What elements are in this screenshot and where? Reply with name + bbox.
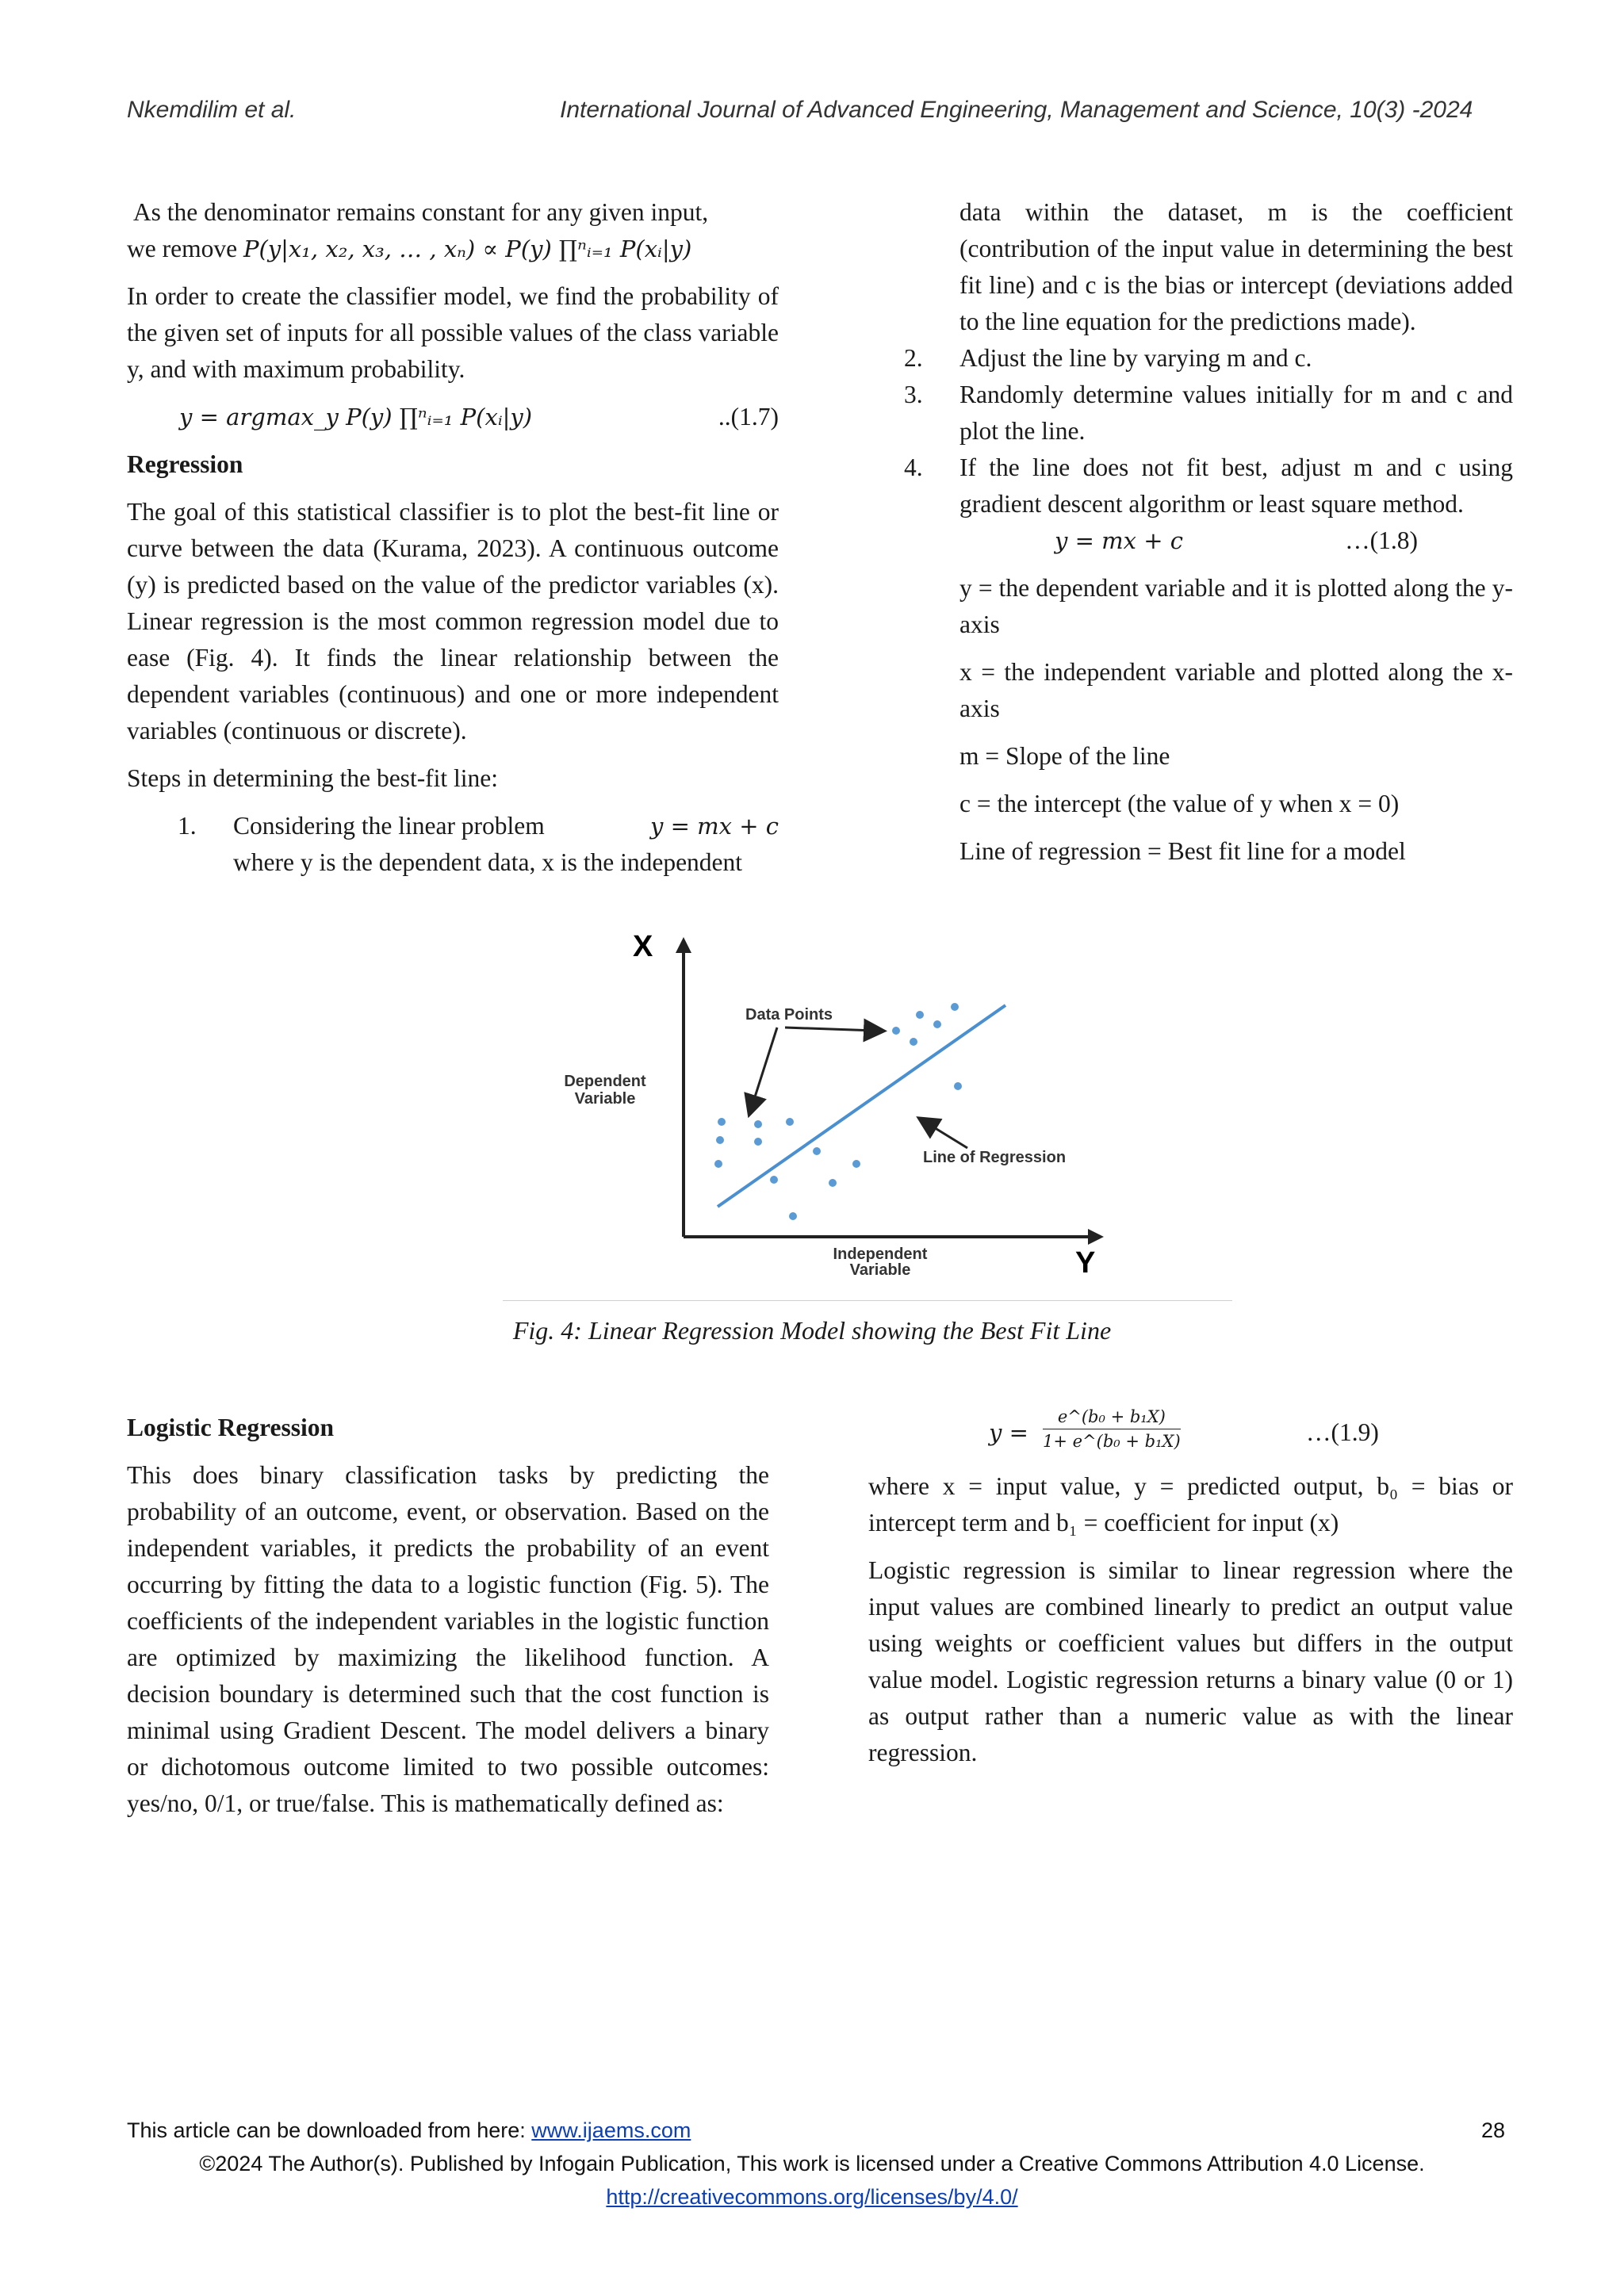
paragraph-denominator: As the denominator remains constant for any given input, [132, 198, 709, 226]
figure-separator [503, 1300, 1232, 1301]
data-point [933, 1020, 941, 1028]
step-4: 4. If the line does not fit best, adjust m and c using gradient descent algorithm or least square method. [904, 453, 1513, 518]
data-point [789, 1212, 797, 1220]
step-2: 2. Adjust the line by varying m and c. [904, 344, 1312, 372]
paragraph-logistic-vs-linear: Logistic regression is similar to linear regression where the input values are combined linearly to predict an output value using weights or coefficient values but differs in the output value model. Logistic regression returns a binary value (0 or 1) as output rather than a numeric value as with the linear regression. [868, 1556, 1513, 1766]
left-column-top [127, 194, 779, 881]
data-point [754, 1138, 762, 1146]
footer-license-link[interactable]: http://creativecommons.org/licenses/by/4.0/ [606, 2185, 1018, 2209]
data-points-arrow-1 [752, 1027, 777, 1107]
x-axis-arrow [1088, 1229, 1104, 1245]
data-point [910, 1038, 917, 1046]
line-of-regression-arrow [926, 1123, 967, 1148]
running-author: Nkemdilim et al. [127, 97, 297, 123]
left-column-bottom [127, 1410, 769, 1833]
paragraph-regression: The goal of this statistical classifier is to plot the best-fit line or curve between the data (Kurama, 2023). A continuous outcome (y) is predicted based on the value of the predictor variables (x). Linear regression is the most common regression model due to ease (Fig. 4). It finds the linear relationship between the dependent variables (continuous) and one or more independent variables (continuous or discrete). [127, 498, 779, 744]
footer-license: ©2024 The Author(s). Published by Infogain Publication, This work is licensed under a Creative Commons Attribution 4.0 License. [199, 2152, 1425, 2175]
data-point [892, 1027, 900, 1035]
definition-y: y = the dependent variable and it is plotted along the y-axis [959, 574, 1513, 638]
data-point [754, 1120, 762, 1128]
dependent-variable-label: Dependent Variable [564, 1073, 646, 1108]
data-points [714, 1003, 962, 1220]
y-axis-arrow [676, 937, 691, 953]
data-point [716, 1136, 724, 1144]
equation-1-8 [959, 522, 1513, 559]
footer-download-link[interactable]: www.ijaems.com [531, 2118, 691, 2142]
paragraph-logistic-regression: This does binary classification tasks by predicting the probability of an outcome, event, or observation. Based on the independent variables, it predicts the probability of an event occurring by fitting the data to a logistic function (Fig. 5). The coefficients of the independent variables in the logistic function are optimized by maximizing the likelihood function. A decision boundary is determined such that the cost function is minimal using Gradient Descent. The model delivers a binary or dichotomous outcome limited to two possible outcomes: yes/no, 0/1, or true/false. This is mathematically defined as: [127, 1461, 769, 1817]
data-point [829, 1179, 837, 1187]
step-3: 3. Randomly determine values initially for m and c and plot the line. [904, 381, 1513, 445]
equation-1-9-lhs: y = [989, 1419, 1028, 1446]
steps-intro: Steps in determining the best-fit line: [127, 764, 499, 792]
paragraph-classifier: In order to create the classifier model, we find the probability of the given set of inputs for all possible values of the class variable y, and with maximum probability. [127, 282, 779, 383]
definitions [959, 570, 1513, 870]
data-point [852, 1160, 860, 1168]
page-number: 28 [1480, 2118, 1505, 2142]
data-point [714, 1160, 722, 1168]
data-point [951, 1003, 959, 1011]
equation-1-7-number: ..(1.7) [718, 403, 779, 430]
equation-1-7-formula: y = argmax_y P(y) ∏ⁿᵢ₌₁ P(xᵢ|y) [179, 404, 533, 430]
equation-1-8-formula: y = mx + c [1055, 527, 1183, 554]
step-1-number: 1. [178, 812, 197, 840]
proportional-formula: P(y|x₁, x₂, x₃, … , xₙ) ∝ P(y) ∏ⁿᵢ₌₁ P(xᵢ|y) [243, 235, 692, 262]
section-heading-logistic-regression: Logistic Regression [127, 1414, 335, 1441]
paragraph-where: where x = input value, y = predicted output, b₀ = bias or intercept term and b₁ = coefficient for input (x) [868, 1472, 1513, 1536]
right-column-top [904, 194, 1513, 881]
definition-x: x = the independent variable and plotted along the x-axis [959, 658, 1513, 722]
data-point [916, 1011, 924, 1019]
step-1: 1. Considering the linear problem y = mx + c where y is the dependent data, x is the independent [178, 808, 779, 881]
data-points-label: Data Points [745, 1006, 833, 1024]
right-column-bottom [868, 1407, 1513, 1782]
definition-line: Line of regression = Best fit line for a model [959, 837, 1406, 865]
equation-1-9-fraction [1043, 1406, 1181, 1452]
data-points-arrow-2 [785, 1027, 875, 1031]
regression-line [718, 1005, 1005, 1207]
equation-1-8-number: …(1.8) [1345, 526, 1418, 554]
step-1-continuation: data within the dataset, m is the coefficient (contribution of the input value in determining the best fit line) and c is the bias or intercept (deviations added to the line equation for the predictions made). [959, 198, 1513, 335]
data-point [770, 1176, 778, 1184]
data-point [954, 1082, 962, 1090]
axis-letter-right: Y [1075, 1246, 1096, 1280]
data-point [786, 1118, 794, 1126]
footer-download: This article can be downloaded from here: www.ijaems.com [127, 2118, 691, 2142]
equation-1-9-numerator: e^(b₀ + b₁X) [1043, 1406, 1181, 1429]
running-journal-title: International Journal of Advanced Engineering, Management and Science, 10(3) -2024 [560, 97, 1473, 123]
axis-letter-top: X [633, 930, 653, 963]
paragraph-remove: we remove P(y|x₁, x₂, x₃, … , xₙ) ∝ P(y) ∏ⁿᵢ₌₁ P(xᵢ|y) [127, 235, 692, 262]
definition-c: c = the intercept (the value of y when x = 0) [959, 790, 1400, 817]
section-heading-regression: Regression [127, 450, 243, 478]
footer-license-link-row [0, 2185, 1624, 2210]
line-of-regression-label: Line of Regression [923, 1149, 1067, 1166]
equation-1-7 [127, 399, 779, 435]
independent-variable-label: Independent Variable [833, 1246, 928, 1279]
equation-1-9 [868, 1407, 1513, 1457]
step-1-formula: y = mx + c [650, 813, 779, 840]
equation-1-9-number: …(1.9) [1306, 1418, 1379, 1446]
regression-figure [539, 928, 1142, 1292]
data-point [718, 1118, 726, 1126]
data-point [813, 1147, 821, 1155]
definition-m: m = Slope of the line [959, 742, 1170, 770]
figure-caption: Fig. 4: Linear Regression Model showing the Best Fit Line [512, 1316, 1112, 1345]
equation-1-9-denominator: 1+ e^(b₀ + b₁X) [1043, 1432, 1181, 1451]
